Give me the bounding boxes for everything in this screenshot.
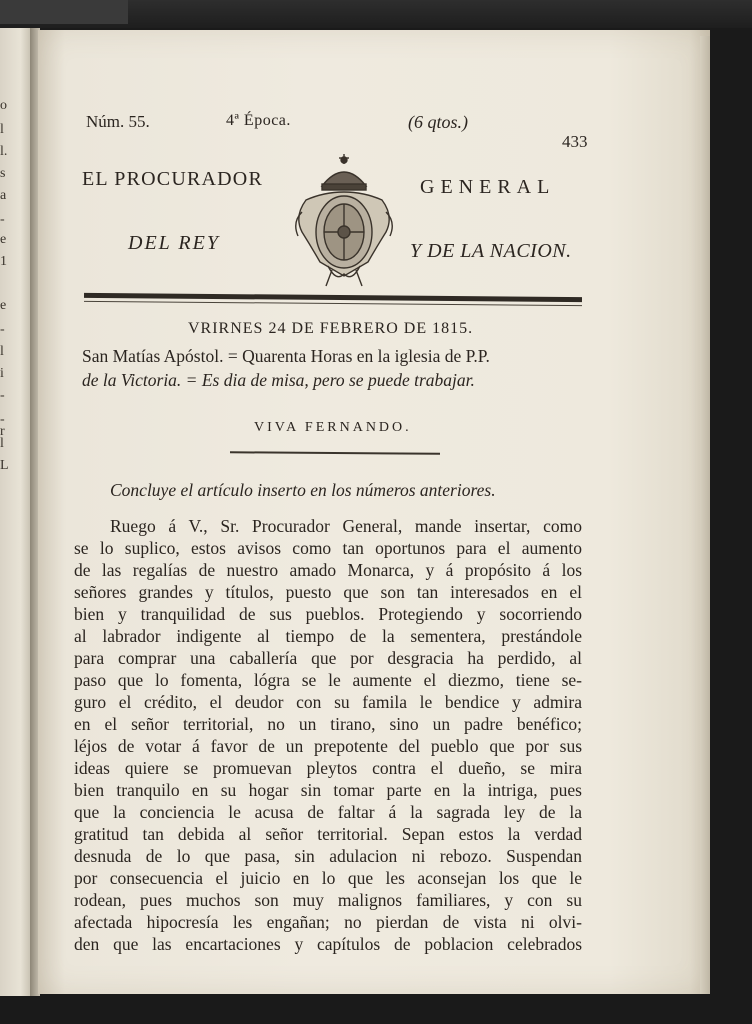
scan-background-top <box>0 0 752 28</box>
left-page-fragment: l. <box>0 144 8 159</box>
masthead-del-rey: DEL REY <box>128 232 220 254</box>
body-line: de las regalías de nuestro amado Monarca, y á propósito á los <box>74 560 582 580</box>
body-line: al labrador indigente al tiempo de la sementera, prestándole <box>74 626 582 646</box>
saint-line-1: San Matías Apóstol. = Quarenta Horas en la iglesia de P.P. <box>82 346 490 366</box>
body-line: guro el crédito, el deudor con su famila le bendice y admira <box>74 692 582 712</box>
left-page-fragment: l <box>0 436 4 451</box>
body-line: se lo suplico, estos avisos como tan oportunos para el aumento <box>74 538 582 558</box>
body-line: que la conciencia le acusa de faltar á la sagrada ley de la <box>74 802 582 822</box>
issue-number: Núm. 55. <box>86 112 150 131</box>
left-page-fragment: o <box>0 98 7 113</box>
left-page-fragment: 1 <box>0 254 7 269</box>
body-line: afectada hipocresía les engañan; no pierdan de vista ni olvi- <box>74 912 582 932</box>
masthead-general: GENERAL <box>420 176 556 198</box>
left-page-fragment: L <box>0 458 9 473</box>
left-page-fragment: e <box>0 298 7 313</box>
saint-line-2: de la Victoria. = Es dia de misa, pero se puede trabajar. <box>82 370 475 390</box>
quartos-label: (6 qtos.) <box>408 112 468 132</box>
body-line: señores grandes y títulos, puesto que son tan interesados en el <box>74 582 582 602</box>
dateline: VRIRNES 24 DE FEBRERO DE 1815. <box>188 320 474 337</box>
body-line: léjos de votar á favor de un prepotente del pueblo que por sus <box>74 736 582 756</box>
body-line: por consecuencia el juicio en lo que les aconsejan los que le <box>74 868 582 888</box>
article-subtitle: Concluye el artículo inserto en los números anteriores. <box>110 480 496 500</box>
page-edge <box>700 36 710 994</box>
masthead-el-procurador: EL PROCURADOR <box>82 168 263 190</box>
left-page-fragment: a <box>0 188 7 203</box>
body-line: rodean, pues muchos son muy malignos familiares, y con su <box>74 890 582 910</box>
left-page-fragment: - <box>0 388 5 403</box>
left-page-fragment: - <box>0 212 5 227</box>
body-line: ideas quiere se promuevan pleytos contra el dueño, se mira <box>74 758 582 778</box>
masthead-de-la-nacion: Y DE LA NACION. <box>410 240 572 262</box>
epoch-label: 4ª Época. <box>226 112 291 129</box>
body-line: para comprar una caballería que por desgracia ha perdido, al <box>74 648 582 668</box>
body-line: bien y tranquilidad de sus pueblos. Protegiendo y socorriendo <box>74 604 582 624</box>
left-page-fragment: s <box>0 166 6 181</box>
body-line: gratitud tan debida al señor territorial. Sepan estos la verdad <box>74 824 582 844</box>
scan-background-tab <box>0 0 128 24</box>
body-line: bien tranquilo en su hogar sin tomar parte en la intriga, pues <box>74 780 582 800</box>
body-line: en el señor territorial, no un tirano, sino un padre benéfico; <box>74 714 582 734</box>
left-page-sliver <box>0 28 34 996</box>
motto: VIVA FERNANDO. <box>254 420 412 435</box>
left-page-fragment: i <box>0 366 4 381</box>
body-line: desnuda de lo que pasa, sin adulacion ni rebozo. Suspendan <box>74 846 582 866</box>
left-page-fragment: r <box>0 424 5 439</box>
page-number: 433 <box>562 132 588 151</box>
left-page-fragment: e <box>0 232 7 247</box>
left-page-fragment: - <box>0 412 5 427</box>
body-line: Ruego á V., Sr. Procurador General, mande insertar, como <box>110 516 582 536</box>
left-page-fragment: - <box>0 322 5 337</box>
left-page-fragment: l <box>0 344 4 359</box>
body-line: paso que lo fomenta, lógra se le aumente el diezmo, tiene se- <box>74 670 582 690</box>
left-page-fragment: l <box>0 122 4 137</box>
body-line: den que las encartaciones y capítulos de poblacion celebrados <box>74 934 582 954</box>
royal-coat-of-arms-icon <box>292 152 396 288</box>
